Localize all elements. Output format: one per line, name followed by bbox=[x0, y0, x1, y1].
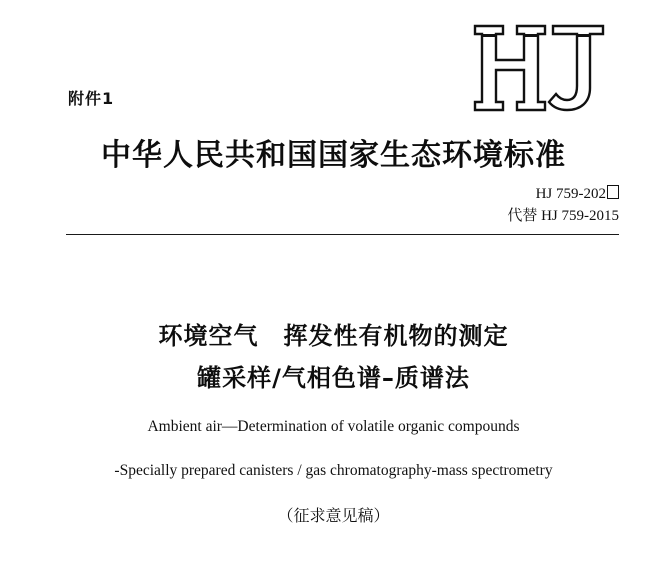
standard-authority-title: 中华人民共和国国家生态环境标准 bbox=[101, 138, 566, 173]
empty-box-icon bbox=[607, 185, 619, 199]
document-title-cn-line2: 罐采样/气相色谱–质谱法 bbox=[197, 364, 470, 392]
document-title-en-line2: -Specially prepared canisters / gas chromatography-mass spectrometry bbox=[114, 462, 553, 479]
document-title-en-line1: Ambient air—Determination of volatile organic compounds bbox=[147, 418, 520, 435]
standard-number: HJ 759-202 bbox=[535, 186, 606, 202]
attachment-label: 附件1 bbox=[68, 89, 115, 108]
standard-number-block bbox=[507, 183, 619, 227]
document-title-cn bbox=[0, 315, 667, 399]
replaces-standard-line: 代替 HJ 759-2015 bbox=[507, 208, 619, 224]
hj-logo-icon bbox=[469, 22, 609, 114]
document-title-cn-line1: 环境空气 挥发性有机物的测定 bbox=[158, 322, 509, 350]
standard-number-line bbox=[507, 183, 619, 205]
draft-status-note: （征求意见稿） bbox=[277, 506, 390, 525]
header-divider bbox=[66, 234, 619, 235]
